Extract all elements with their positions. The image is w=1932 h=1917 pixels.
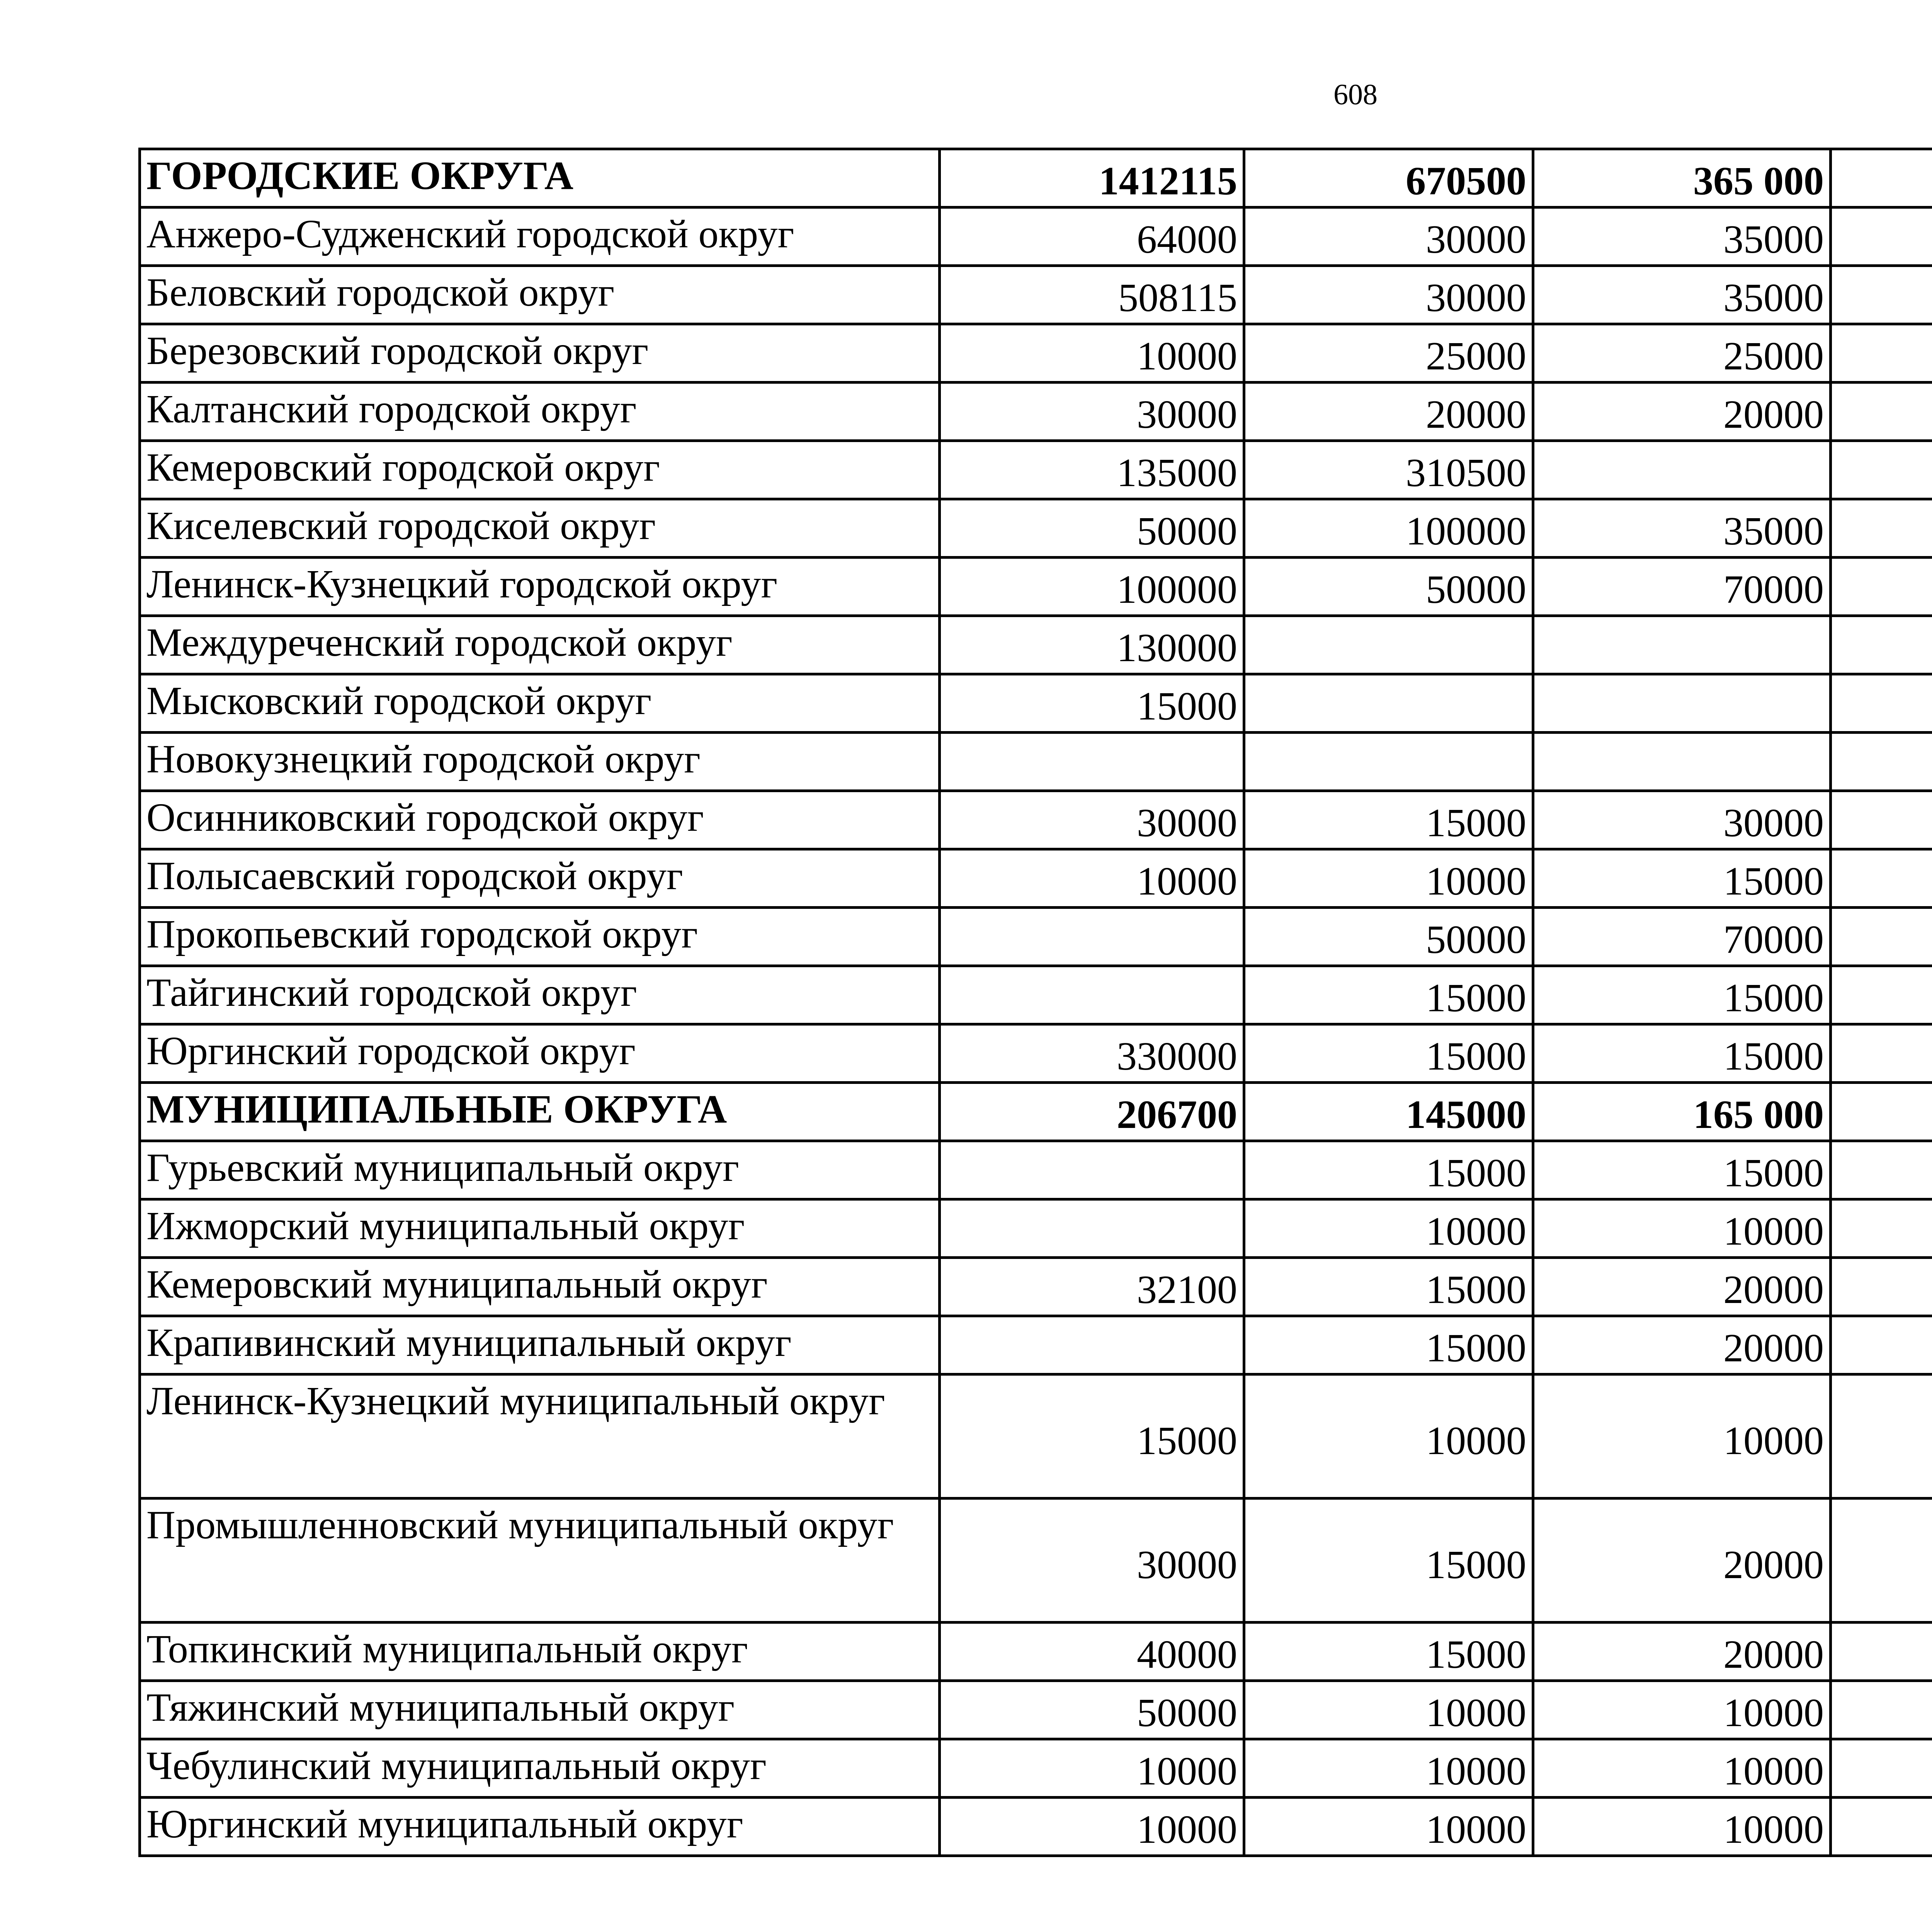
district-name: Юргинский городской округ: [140, 1024, 940, 1083]
value-cell: [1831, 849, 1932, 908]
value-cell: [1831, 674, 1932, 733]
value-cell: 135000: [940, 441, 1244, 499]
value-cell: [1831, 441, 1932, 499]
table-row: [140, 733, 1932, 791]
value-cell: 50000: [1244, 558, 1533, 616]
value-cell: 70000: [1533, 908, 1831, 966]
value-cell: 130000: [940, 616, 1244, 674]
value-cell: 15000: [1244, 791, 1533, 849]
section-total-cell: 206700: [940, 1083, 1244, 1141]
table-row: [140, 849, 1932, 908]
value-cell: 32100: [940, 1258, 1244, 1316]
value-cell: 508115: [940, 266, 1244, 324]
value-cell: [1831, 1374, 1932, 1499]
value-cell: [1533, 616, 1831, 674]
table-row: [140, 908, 1932, 966]
value-cell: 10000: [940, 1739, 1244, 1798]
table-row: [140, 1739, 1932, 1798]
value-cell: 10000: [940, 324, 1244, 383]
table-row: [140, 1141, 1932, 1199]
value-cell: [1244, 674, 1533, 733]
value-cell: 30000: [940, 1499, 1244, 1623]
value-cell: [1831, 1316, 1932, 1374]
district-name: Ленинск-Кузнецкий городской округ: [140, 558, 940, 616]
value-cell: 15000: [1533, 966, 1831, 1024]
value-cell: [1831, 558, 1932, 616]
district-name: Междуреченский городской округ: [140, 616, 940, 674]
value-cell: 20000: [1244, 383, 1533, 441]
budget-table: [138, 148, 1932, 1857]
value-cell: [1831, 266, 1932, 324]
value-cell: [940, 733, 1244, 791]
district-name: Топкинский муниципальный округ: [140, 1623, 940, 1681]
section-total-cell: [1831, 149, 1932, 208]
value-cell: 25000: [1244, 324, 1533, 383]
section-header-row: [140, 1083, 1932, 1141]
value-cell: 100000: [1244, 499, 1533, 558]
value-cell: [1831, 1199, 1932, 1258]
table-row: [140, 558, 1932, 616]
value-cell: [1831, 499, 1932, 558]
district-name: Осинниковский городской округ: [140, 791, 940, 849]
value-cell: [1244, 616, 1533, 674]
value-cell: 100000: [940, 558, 1244, 616]
value-cell: [1831, 383, 1932, 441]
district-name: Мысковский городской округ: [140, 674, 940, 733]
district-name: Калтанский городской округ: [140, 383, 940, 441]
district-name: Промышленновский муниципальный округ: [140, 1499, 940, 1623]
value-cell: 10000: [1533, 1199, 1831, 1258]
table-row: [140, 499, 1932, 558]
section-total-cell: [1831, 1083, 1932, 1141]
table-row: [140, 383, 1932, 441]
value-cell: 50000: [940, 499, 1244, 558]
value-cell: 25000: [1533, 324, 1831, 383]
value-cell: 40000: [940, 1623, 1244, 1681]
table-row: [140, 1798, 1932, 1856]
district-name: Крапивинский муниципальный округ: [140, 1316, 940, 1374]
value-cell: [940, 1316, 1244, 1374]
value-cell: 30000: [940, 791, 1244, 849]
district-name: Анжеро-Судженский городской округ: [140, 208, 940, 266]
value-cell: 15000: [1244, 966, 1533, 1024]
value-cell: 15000: [1244, 1258, 1533, 1316]
value-cell: [1831, 1798, 1932, 1856]
value-cell: 15000: [1244, 1141, 1533, 1199]
value-cell: 20000: [1533, 383, 1831, 441]
value-cell: 30000: [1533, 791, 1831, 849]
value-cell: 35000: [1533, 208, 1831, 266]
table-body: [140, 149, 1932, 1856]
section-header-row: [140, 149, 1932, 208]
table-row: [140, 616, 1932, 674]
value-cell: 20000: [1533, 1623, 1831, 1681]
value-cell: [1831, 791, 1932, 849]
district-name: Ленинск-Кузнецкий муниципальный округ: [140, 1374, 940, 1499]
value-cell: 15000: [1533, 1024, 1831, 1083]
value-cell: 30000: [940, 383, 1244, 441]
district-name: Киселевский городской округ: [140, 499, 940, 558]
value-cell: [1831, 616, 1932, 674]
district-name: Гурьевский муниципальный округ: [140, 1141, 940, 1199]
value-cell: 10000: [1244, 1199, 1533, 1258]
table-row: [140, 266, 1932, 324]
value-cell: 15000: [1244, 1316, 1533, 1374]
value-cell: [1533, 441, 1831, 499]
value-cell: 10000: [1244, 1681, 1533, 1739]
value-cell: [1831, 1681, 1932, 1739]
table-row: [140, 1258, 1932, 1316]
value-cell: 10000: [1244, 1739, 1533, 1798]
district-name: Полысаевский городской округ: [140, 849, 940, 908]
page-number: 608: [1333, 78, 1378, 111]
table-row: [140, 1024, 1932, 1083]
value-cell: [940, 966, 1244, 1024]
table-row: [140, 1623, 1932, 1681]
value-cell: 64000: [940, 208, 1244, 266]
section-total-cell: 670500: [1244, 149, 1533, 208]
section-total-cell: 1412115: [940, 149, 1244, 208]
value-cell: [1533, 733, 1831, 791]
table-row: [140, 1199, 1932, 1258]
value-cell: 10000: [1533, 1798, 1831, 1856]
value-cell: [1831, 733, 1932, 791]
value-cell: 330000: [940, 1024, 1244, 1083]
value-cell: [1244, 733, 1533, 791]
value-cell: 10000: [1533, 1681, 1831, 1739]
value-cell: 15000: [1244, 1623, 1533, 1681]
district-name: Новокузнецкий городской округ: [140, 733, 940, 791]
district-name: Березовский городской округ: [140, 324, 940, 383]
value-cell: 15000: [1533, 1141, 1831, 1199]
value-cell: 10000: [1533, 1739, 1831, 1798]
district-name: Тяжинский муниципальный округ: [140, 1681, 940, 1739]
value-cell: 10000: [1533, 1374, 1831, 1499]
value-cell: [1831, 324, 1932, 383]
table-row: [140, 208, 1932, 266]
value-cell: [1831, 1141, 1932, 1199]
value-cell: 15000: [1533, 849, 1831, 908]
section-total-cell: 365 000: [1533, 149, 1831, 208]
value-cell: [1831, 1499, 1932, 1623]
value-cell: 10000: [1244, 849, 1533, 908]
table-row: [140, 1499, 1932, 1623]
value-cell: 15000: [1244, 1499, 1533, 1623]
value-cell: 50000: [940, 1681, 1244, 1739]
value-cell: [940, 1199, 1244, 1258]
value-cell: 35000: [1533, 266, 1831, 324]
table-row: [140, 674, 1932, 733]
value-cell: [1831, 966, 1932, 1024]
section-total-cell: 145000: [1244, 1083, 1533, 1141]
value-cell: 10000: [1244, 1798, 1533, 1856]
table-row: [140, 1374, 1932, 1499]
value-cell: [1831, 1623, 1932, 1681]
table-row: [140, 1681, 1932, 1739]
section-name: МУНИЦИПАЛЬНЫЕ ОКРУГА: [140, 1083, 940, 1141]
district-name: Прокопьевский городской округ: [140, 908, 940, 966]
value-cell: 10000: [1244, 1374, 1533, 1499]
section-total-cell: 165 000: [1533, 1083, 1831, 1141]
value-cell: [1533, 674, 1831, 733]
value-cell: 30000: [1244, 208, 1533, 266]
district-name: Юргинский муниципальный округ: [140, 1798, 940, 1856]
district-name: Тайгинский городской округ: [140, 966, 940, 1024]
value-cell: 15000: [1244, 1024, 1533, 1083]
value-cell: [1831, 1024, 1932, 1083]
value-cell: 10000: [940, 1798, 1244, 1856]
value-cell: 70000: [1533, 558, 1831, 616]
value-cell: 20000: [1533, 1316, 1831, 1374]
section-name: ГОРОДСКИЕ ОКРУГА: [140, 149, 940, 208]
value-cell: 20000: [1533, 1499, 1831, 1623]
value-cell: [1831, 908, 1932, 966]
value-cell: 15000: [940, 674, 1244, 733]
district-name: Ижморский муниципальный округ: [140, 1199, 940, 1258]
table-row: [140, 1316, 1932, 1374]
value-cell: 20000: [1533, 1258, 1831, 1316]
value-cell: 310500: [1244, 441, 1533, 499]
district-name: Беловский городской округ: [140, 266, 940, 324]
value-cell: [1831, 1739, 1932, 1798]
table-row: [140, 966, 1932, 1024]
value-cell: [940, 1141, 1244, 1199]
table-row: [140, 441, 1932, 499]
value-cell: [1831, 1258, 1932, 1316]
value-cell: 15000: [940, 1374, 1244, 1499]
district-name: Кемеровский городской округ: [140, 441, 940, 499]
value-cell: [1831, 208, 1932, 266]
value-cell: 10000: [940, 849, 1244, 908]
value-cell: 30000: [1244, 266, 1533, 324]
table-row: [140, 324, 1932, 383]
value-cell: 35000: [1533, 499, 1831, 558]
district-name: Кемеровский муниципальный округ: [140, 1258, 940, 1316]
value-cell: [940, 908, 1244, 966]
value-cell: 50000: [1244, 908, 1533, 966]
table-row: [140, 791, 1932, 849]
district-name: Чебулинский муниципальный округ: [140, 1739, 940, 1798]
